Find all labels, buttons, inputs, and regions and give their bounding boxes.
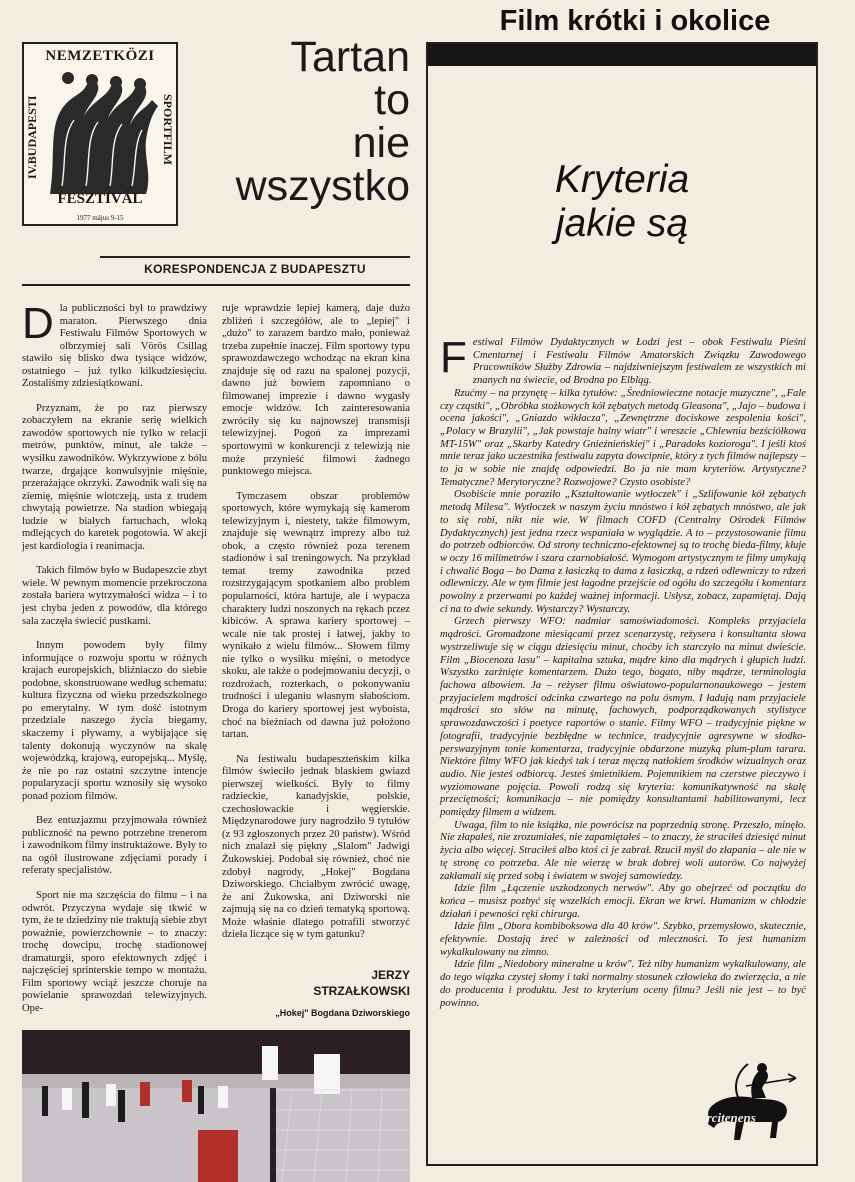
paragraph: Grzech pierwszy WFO: nadmiar samoświadomości. Kompleks przyjaciela mądrości. Gromadzone miesiącami przez scenarzystę, reżysera i konsultanta słowa wystrzeliwuje się w ciągu dziesięciu minut, choćby ich starczyło na minut dwieście. Film „Biocenoza lasu" – kapitalna sztuka, mądre kino dla mądrych i głupich ludzi. Wszystko zarżnięte komentarzem. Dużo tego, bogato, niby mądrze, terminologia fachowa albowiem. Ja – reżyser filmu oświatowo-popularnonaukowego – jestem przyjacielem mądrości odcinka czwartego na polu ósmym. I ładują nam przyjaciele mądrości sto słów na minutę, fachowych, podporządkowanych stylistyce sprawozdawczości i poetyce raportów o stanie. Filmy WFO – tradycyjnie piękne w fotografii, tradycyjnie bezbłędne w technice, tradycyjnie agresywne w słodko-perswazyjnym tonie komentarza, tradycyjnie obdarzone muzyką plum-plum tarara. Niektóre filmy WFO jak kiedyś tak i teraz męczą natłokiem środków wizualnych oraz audio. Nie jesteś odbiorcą. Jesteś śmietnikiem. Pojemnikiem na czerstwe pieczywo i wyziomowane pojęcia. Powoli rodzą się kryteria: komunikatywność na skalę przeciętności; komunikacja – nie pomiędzy konsultantami habilitowanymi, lecz pomiędzy filmem a widzem.	[440, 616, 806, 819]
festival-logo	[22, 42, 178, 226]
photo-caption: „Hokej" Bogdana Dziworskiego	[275, 1008, 410, 1018]
paragraph: Dla publiczności był to prawdziwy maraton. Pierwszego dnia Festiwalu Filmów Sportowych w olbrzymiej sali Vörös Csillag stawiło się blisko dwa tysiące widzów, ostatniego – już tylko kilkudziesięciu. Zostaliśmy zdziesiątkowani.	[22, 299, 207, 390]
title-line: nie	[352, 119, 410, 167]
logo-bottom-text: FESZTIVÁL	[57, 191, 143, 207]
author-last-name: STRZAŁKOWSKI	[313, 984, 410, 998]
brand-name: Arcitenens	[698, 1110, 756, 1125]
title-line: wszystko	[235, 162, 410, 210]
paragraph: Osobiście mnie poraziło „Kształtowanie wytłoczek" i „Szlifowanie kół zębatych metodą Milesa". Wytłoczek w naszym życiu mnóstwo i kół zębatych mnóstwo, ale jak to się robi, nikt nie wie. W filmach COFD (Centralny Ośrodek Filmów Dydaktycznych) jest jedna rzecz wspaniała w wyglądzie. A to – przystosowanie filmu do potrzeb odbiorców. Od strony techniczno-efektownej są to trochę bieda-filmy, kłuje w oczy 16 milimetrów i szara czarnobiałość. Wymogom artystycznym te filmy umykają i chwalić Boga – bo Dama z łasiczką to dama z łasiczką, a rdzeń odlewniczy to rdzeń odlewniczy. Ale w tym filmie jest łagodne przejście od ogółu do szczegółu i komentarz powolny z przerwami po każdej ważnej informacji. Usłysz, zobacz, zapamiętaj. Dają ci na to dwie sekundy. Wystarczy? Wystarczy.	[440, 489, 806, 615]
drop-cap: D	[22, 299, 54, 348]
title-line: jakie są	[555, 202, 689, 245]
paragraph: Idzie film „Niedobory mineralne u krów". Też niby humanizm wykalkulowany, ale do tego wiązka czystej słomy i taki normalny stosunek człowieka do zwierzęcia, a nie do producenta i produktu. Jest to kryterium oceny filmu? Jeśli nie jest – to być powinno.	[440, 959, 806, 1009]
paragraph: Idzie film „Obora kombiboksowa dla 40 krów". Szybko, przemysłowo, skutecznie, efektywnie. Dostają żreć w zależności od mleczności. To jest humanizm wykalkulowany na zimno.	[440, 921, 806, 958]
logo-top-text: NEMZETKÖZI	[45, 48, 155, 64]
athletes-illustration	[42, 66, 160, 194]
paragraph: Idzie film „Łączenie uszkodzonych nerwów". Aby go obejrzeć od początku do końca – musisz pozbyć się wszelkich emocji. Ekran we krwi. Humanizm w chłodzie działań i pewności ręki chirurga.	[440, 883, 806, 920]
arcitenens-logo	[692, 1058, 812, 1150]
article-title-left	[205, 33, 410, 210]
article-title-right	[430, 158, 814, 246]
archer-centaur-icon	[692, 1058, 812, 1150]
hockey-photo	[22, 1030, 410, 1182]
title-line: Tartan	[290, 33, 410, 81]
drop-cap: F	[440, 333, 467, 382]
paragraph: Takich filmów było w Budapeszcie zbyt wiele. W pewnym momencie przekroczona została bariera wytrzymałości widza – i to jest chyba jeden z powodów, dla którego sala zaczęła świecić pustkami.	[22, 565, 207, 627]
article-column-2	[222, 303, 410, 954]
frame-header-bar	[428, 44, 816, 66]
section-banner: Film krótki i okolice	[420, 0, 850, 42]
logo-date: 1977 május 9-15	[76, 214, 124, 222]
title-line: Kryteria	[554, 158, 690, 201]
logo-right-text: SPORTFILM	[161, 93, 175, 165]
paragraph: Innym powodem były filmy informujące o rozwoju sportu w różnych krajach europejskich, bliźniaczo do siebie podobne, skonstruowane według schematu: kultura fizyczna od wieku przedszkolnego po emerytalny. W tym dość istotnym przedziale naszego życia biegamy, skaczemy i pływamy, a wybijające się talenty dokonują wyczynów na skalę wojewódzką, krajową, europejską... Myślę, że nie po raz ostatni szczytne intencje popularyzacji sportu wznosiły się wysoko ponad poziom filmów.	[22, 640, 207, 802]
paragraph: Przyznam, że po raz pierwszy zobaczyłem na ekranie serię wielkich zawodów sportowych nie tylko w relacji metrów, punktów, minut, ale także – wysiłku zawodników. Wykrzywione z bólu twarze, drgające konwulsyjnie mięśnie, przerażające okrzyki. Zawodnik wali się na ziemię, mięśnie wiotczeją, usta z trudem chwytają powietrze. Na stadion wbiegają ludzie w białych fartuchach, wloką mdlejących do karetek pogotowia. W akcji jest kardiologia i reanimacja.	[22, 402, 207, 552]
author-byline	[250, 967, 410, 999]
section-rule-top	[100, 256, 410, 258]
paragraph: Sport nie ma szczęścia do filmu – i na odwrót. Przyczyna wydaje się tkwić w tym, że te dziedziny nie traktują siebie zbyt poważnie, powierzchownie – to znaczy: trochę dowcipu, trochę stadionowej dramaturgii, sporo efektownych zdjęć i najczęściej sprinterskie tempo w montażu. Film sportowy wciąż jeszcze choruje na powielanie sprawozdań telewizyjnych. Ope-	[22, 889, 207, 1014]
author-first-name: JERZY	[371, 968, 410, 982]
section-rule-bottom	[22, 284, 410, 286]
logo-left-text: IV.BUDAPESTI	[25, 95, 39, 179]
paragraph: Festiwal Filmów Dydaktycznych w Łodzi jest – obok Festiwalu Pieśni Cmentarnej i Festiwalu Filmów Amatorskich Związku Zawodowego Pracowników Służby Zdrowia – najdziwniejszym festiwalem ze wszystkich mi znanych na świecie, od Brodna po Elbląg.	[440, 333, 806, 387]
title-line: to	[374, 76, 410, 124]
paragraph: Bez entuzjazmu przyjmowała również publiczność na pewno potrzebne trenerom i zawodnikom filmy instruktażowe. Były to na ogół ilustrowane zdjęciami porady i referaty specjalistów.	[22, 815, 207, 877]
article-body-right	[440, 333, 806, 1010]
paragraph: Uwaga, film to nie książka, nie powrócisz na poprzednią stronę. Przeszło, minęło. Nie złapałeś, nie zrozumiałeś, nie zapamiętałeś – to znaczy, że straciłeś dziesięć minut życia albo więcej. Straciłeś albo ktoś ci je zabrał. Rzucił myśl do złapania – ale nie w tę stronę co potrzeba. Ale nie wierzę w brak dobrej woli autorów. Co najwyżej zakłamali się przed sobą i światem w swojej samowiedzy.	[440, 819, 806, 882]
paragraph: ruje wprawdzie lepiej kamerą, daje dużo zbliżeń i szczegółów, ale to „lepiej" i „dużo" to zarazem bardzo mało, ponieważ trzeba zupełnie inaczej. Film sportowy typu sprawozdawczego wchodząc na ekran kina znajduje się od razu na spalonej pozycji, dawno już bowiem zapomniano o filmowanej imprezie i dawno wygasły emocje widzów. Ich zainteresowania zwróciły się ku najnowszej transmisji telewizyjnej. Pogoń za imprezami sportowymi w konkurencji z telewizją nie może przynieść filmowi żadnego punktowego miejsca.	[222, 303, 410, 478]
paragraph: Rzućmy – na przynętę – kilka tytułów: „Średniowieczne notacje muzyczne", „Fale czy cząstki", „Obróbka stożkowych kół zębatych metodą Gleasona", „Jajo – budowa i ocena jakości", „Gniazdo wikłacza", „Zewnętrzne dociskowe zespolenia kości", „Polacy w Brazylii", „Jak powstaje halny wiatr" i wreszcie „Chlewnia bezściółkowa MT-15W" oraz „Skarby Katedry Gnieźnieńskiej" i „Paradoks kozioroga". I jeśli ktoś mnie teraz jako uczestnika festiwalu zapyta dowcipnie, który z tych filmów najlepszy – to ja w sobie nie znajdę odpowiedzi. Bo ja nie mam kryteriów. Artystyczne? Tematyczne? Merytoryczne? Rozwojowe? Czysto osobiste?	[440, 387, 806, 488]
section-heading: KORESPONDENCJA Z BUDAPESZTU	[144, 262, 366, 276]
article-column-1	[22, 299, 207, 1027]
paragraph: Na festiwalu budapeszteńskim kilka filmów świeciło jednak blaskiem gwiazd pierwszej wielkości. Były to filmy radzieckie, kanadyjskie, polskie, czechosłowackie i węgierskie. Międzynarodowe jury nagrodziło 9 tytułów (z 93 zgłoszonych przez 20 państw). Wśród nich znalazł się piękny „Slalom" Jadwigi Żukowskiej. Podobał się również, choć nie zdobył nagrody, „Hokej" Bogdana Dziworskiego. Chciałbym zwrócić uwagę, że ani Żukowska, ani Dziworski nie zajmują się na co dzień tematyką sportową. Może właśnie dlatego potrafili stworzyć dzieła liczące się w tym gatunku?	[222, 753, 410, 941]
paragraph: Tymczasem obszar problemów sportowych, które wymykają się kamerom telewizyjnym i, niestety, także filmowym, znajduje się wewnątrz imprezy albo tuż obok, a często również poza terenem stadionów i sal treningowych. Na przykład temat tremy zawodnika przed rozstrzygającym spotkaniem albo problem popularności, która hartuje, ale i wypacza charaktery ludzi noszonych na rękach przez kibiców. A sprawa kariery sportowej – wcale nie tak prostej i łatwej, jakby to wynikało z wielu filmów... Słowem filmy nie tylko o wysiłku mięśni, o metodyce skoku, ale także o podejmowaniu decyzji, o rozdrożach, rozterkach, o pokonywaniu trudności i uleganiu własnym słabościom. Droga do kariery sportowej jest wyboista, choć na bieżniach od dawna już położono tartan.	[222, 490, 410, 741]
